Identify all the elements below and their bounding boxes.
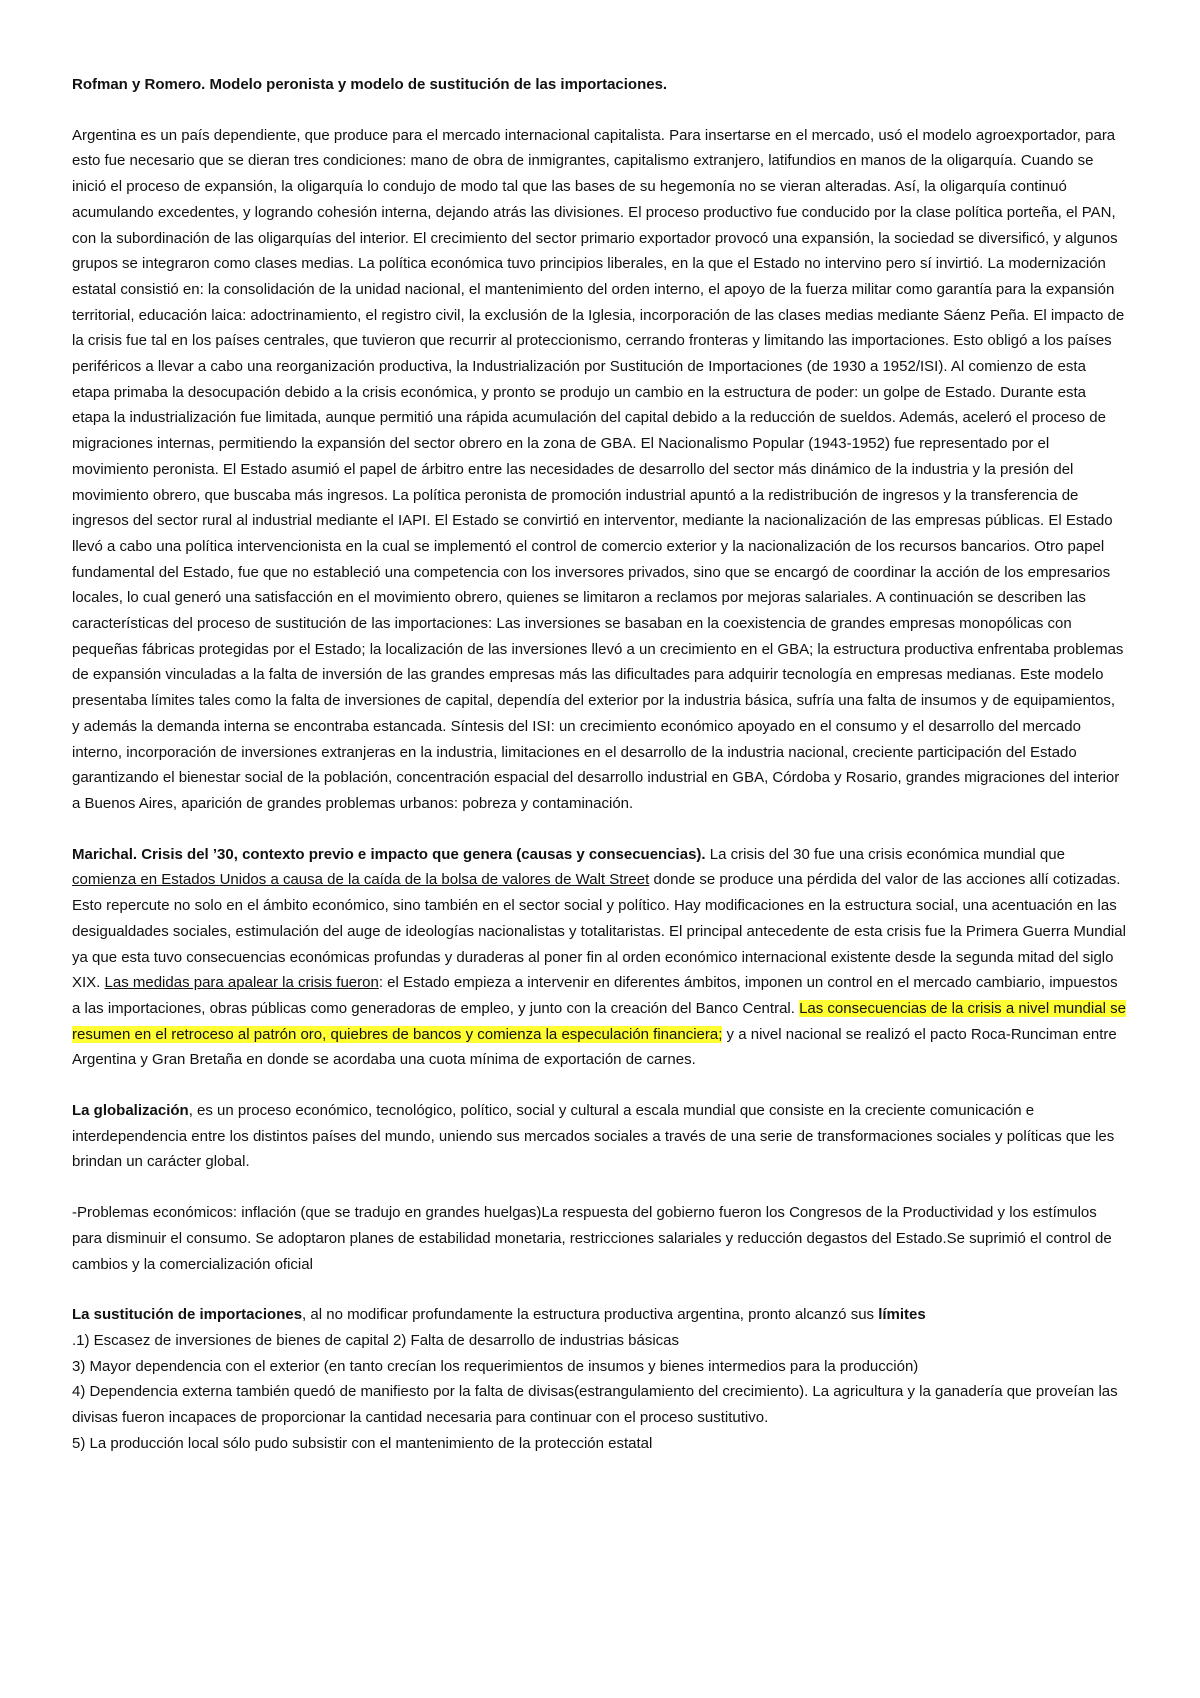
marichal-underlined-cause: comienza en Estados Unidos a causa de la caída de la bolsa de valores de Walt Street	[72, 871, 650, 889]
marichal-intro: La crisis del 30 fue una crisis económica mundial que	[705, 845, 1065, 863]
sustitucion-limites: límites	[878, 1306, 926, 1324]
section-title-rofman: Rofman y Romero. Modelo peronista y modelo de sustitución de las importaciones.	[72, 76, 668, 93]
paragraph-rofman: Argentina es un país dependiente, que produce para el mercado internacional capitalista. Para insertarse en el mercado, usó el modelo agroexportador, para esto fue necesario que se dieran tres condiciones: mano de obra de inmigrantes, capitalismo extranjero, latifundios en manos de la oligarquía. Cuando se inició el proceso de expansión, la oligarquía lo condujo de modo tal que las bases de su hegemonía no se vieran alteradas. Así, la oligarquía continuó acumulando excedentes, y logrando cohesión interna, dejando atrás las divisiones. El proceso productivo fue conducido por la clase política porteña, el PAN, con la subordinación de las oligarquías del interior. El crecimiento del sector primario exportador provocó una expansión, la sociedad se diversificó, y algunos grupos se integraron como clases medias. La política económica tuvo principios liberales, en la que el Estado no intervino pero sí invirtió. La modernización estatal consistió en: la consolidación de la unidad nacional, el mantenimiento del orden interno, el apoyo de la fuerza militar como garantía para la expansión territorial, educación laica: adoctrinamiento, el registro civil, la exclusión de la Iglesia, incorporación de las clases medias mediante Sáenz Peña. El impacto de la crisis fue tal en los países centrales, que tuvieron que recurrir al proteccionismo, cerrando fronteras y limitando las importaciones. Esto obligó a los países periféricos a llevar a cabo una reorganización productiva, la Industrialización por Sustitución de Importaciones (de 1930 a 1952/ISI). Al comienzo de esta etapa primaba la desocupación debido a la crisis económica, y pronto se produjo un cambio en la estructura de poder: un golpe de Estado. Durante esta etapa la industrialización fue limitada, aunque permitió una rápida acumulación del capital debido a la reducción de sueldos. Además, aceleró el proceso de migraciones internas, permitiendo la expansión del sector obrero en la zona de GBA. El Nacionalismo Popular (1943-1952) fue representado por el movimiento peronista. El Estado asumió el papel de árbitro entre las necesidades de desarrollo del sector más dinámico de la industria y la presión del movimiento obrero, que buscaba más ingresos. La política peronista de promoción industrial apuntó a la redistribución de ingresos y la transferencia de ingresos del sector rural al industrial mediante el IAPI. El Estado se convirtió en interventor, mediante la nacionalización de las empresas públicas. El Estado llevó a cabo una política intervencionista en la cual se implementó el control de comercio exterior y la nacionalización de los recursos bancarios. Otro papel fundamental del Estado, fue que no estableció una competencia con los inversores privados, sino que se encargó de coordinar la acción de los empresarios locales, lo cual generó una satisfacción en el movimiento obrero, quienes se limitaron a reclamos por mejoras salariales. A continuación se describen las características del proceso de sustitución de las importaciones: Las inversiones se basaban en la coexistencia de grandes empresas monopólicas con pequeñas fábricas protegidas por el Estado; la localización de las inversiones llevó a un crecimiento en el GBA; la estructura productiva enfrentaba problemas de expansión vinculadas a la falta de inversión de las grandes empresas más las dificultades para adquirir tecnología en empresas medianas. Este modelo presentaba límites tales como la falta de inversiones de capital, dependía del exterior por la industria básica, sufría una falta de insumos y de equipamientos, y además la demanda interna se encontraba estancada. Síntesis del ISI: un crecimiento económico apoyado en el consumo y el desarrollo del mercado interno, incorporación de inversiones extranjeras en la industria, limitaciones en el desarrollo de la industria nacional, creciente participación del Estado garantizando el bienestar social de la población, concentración espacial del desarrollo industrial en GBA, Córdoba y Rosario, grandes migraciones del interior a Buenos Aires, aparición de grandes problemas urbanos: pobreza y contaminación.	[72, 126, 1125, 812]
sustitucion-intro: , al no modificar profundamente la estructura productiva argentina, pronto alcanzó sus	[302, 1306, 879, 1324]
document-page	[72, 72, 1126, 1456]
marichal-end: y a nivel nacional se realizó el pacto Roca-Runciman entre Argentina y Gran Bretaña en donde se acordaba una cuota mínima de exportación de carnes.	[72, 1025, 1117, 1069]
globalizacion-body: , es un proceso económico, tecnológico, político, social y cultural a escala mundial que consiste en la creciente comunicación e interdependencia entre los distintos países del mundo, uniendo sus mercados sociales a través de una serie de transformaciones sociales y políticas que les brindan un carácter global.	[72, 1102, 1115, 1171]
list-item: 5) La producción local sólo pudo subsistir con el mantenimiento de la protección estatal	[72, 1434, 653, 1452]
section-title-marichal: Marichal. Crisis del ’30, contexto previo e impacto que genera (causas y consecuencias).	[72, 845, 706, 863]
paragraph-globalizacion	[72, 1098, 1126, 1175]
marichal-mid2: : el Estado empieza a intervenir en diferentes ámbitos, imponen un control en el mercado cambiario, impuestos a las importaciones, obras públicas como generadoras de empleo, y junto con la creación del Banco Central.	[72, 974, 1118, 1017]
paragraph-marichal	[72, 842, 1126, 1073]
paragraph-problemas: -Problemas económicos: inflación (que se tradujo en grandes huelgas)La respuesta del gobierno fueron los Congresos de la Productividad y los estímulos para disminuir el consumo. Se adoptaron planes de estabilidad monetaria, restricciones salariales y reducción degastos del Estado.Se suprimió el control de cambios y la comercialización oficial	[72, 1204, 1112, 1273]
marichal-underlined-measures: Las medidas para apalear la crisis fueron	[104, 974, 379, 992]
list-item: 3) Mayor dependencia con el exterior (en tanto crecían los requerimientos de insumos y bienes intermedios para la producción)	[72, 1357, 919, 1375]
sustitucion-term: La sustitución de importaciones	[72, 1306, 303, 1324]
list-item: 4) Dependencia externa también quedó de manifiesto por la falta de divisas(estrangulamiento del crecimiento). La agricultura y la ganadería que proveían las divisas fueron incapaces de proporcionar la cantidad necesaria para continuar con el proceso sustitutivo.	[72, 1383, 1118, 1427]
list-item: .1) Escasez de inversiones de bienes de capital 2) Falta de desarrollo de industrias básicas	[72, 1331, 680, 1349]
globalizacion-term: La globalización	[72, 1102, 189, 1120]
marichal-highlighted-consequences: Las consecuencias de la crisis a nivel mundial se resumen en el retroceso al patrón oro, quiebres de bancos y comienza la especulación financiera;	[72, 999, 1126, 1043]
paragraph-sustitucion	[72, 1302, 1126, 1456]
marichal-mid: donde se produce una pérdida del valor de las acciones allí cotizadas. Esto repercute no solo en el ámbito económico, sino también en el sector social y político. Hay modificaciones en la estructura social, una acentuación en las desigualdades sociales, estimulación del auge de ideologías nacionalistas y totalitaristas. El principal antecedente de esta crisis fue la Primera Guerra Mundial ya que esta tuvo consecuencias económicas profundas y duraderas al poner fin al orden económico internacional existente desde la segunda mitad del siglo XIX.	[72, 871, 1126, 992]
